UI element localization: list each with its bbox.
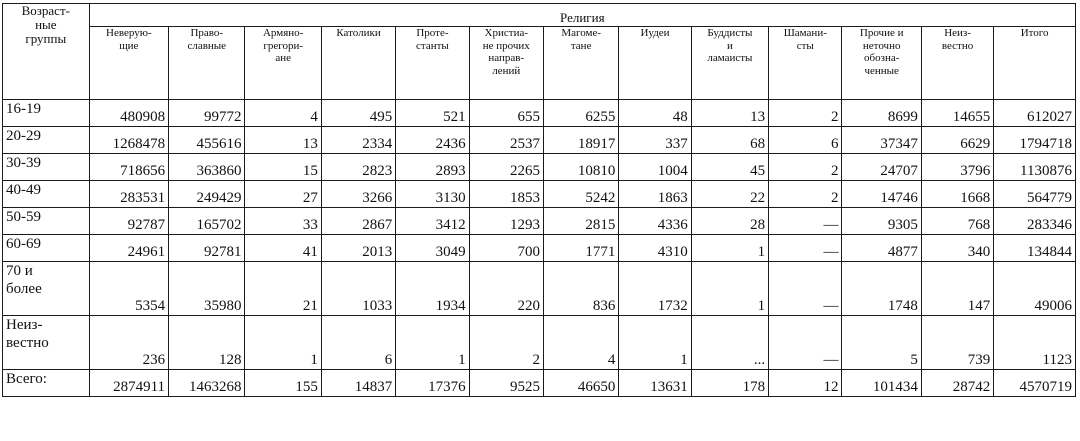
table-cell: 3049 [396,235,469,262]
table-cell: 147 [921,262,993,316]
table-cell: 4570719 [994,370,1076,397]
table-cell: 27 [245,181,321,208]
column-header: Неиз- вестно [921,27,993,100]
table-row [3,127,1076,154]
row-label: 50-59 [3,208,90,235]
table-cell: 4 [543,316,618,370]
table-cell: 4877 [842,235,921,262]
table-cell: 1 [691,262,768,316]
table-cell: 13 [691,100,768,127]
table-row [3,262,1076,316]
table-cell: 2436 [396,127,469,154]
table-cell: 1004 [619,154,691,181]
table-cell: 178 [691,370,768,397]
table-row [3,370,1076,397]
table-cell: 3266 [321,181,395,208]
table-cell: 1771 [543,235,618,262]
table-cell: 249429 [169,181,245,208]
table-cell: 1934 [396,262,469,316]
column-header: Буддисты и ламаисты [691,27,768,100]
table-cell: 9305 [842,208,921,235]
table-cell: 28 [691,208,768,235]
row-label: 16-19 [3,100,90,127]
table-cell: 564779 [994,181,1076,208]
table-cell: 337 [619,127,691,154]
table-cell: 1033 [321,262,395,316]
table-cell: 13 [245,127,321,154]
table-cell: 1853 [469,181,543,208]
table-cell: 8699 [842,100,921,127]
table-cell: 1 [691,235,768,262]
table-cell: 24707 [842,154,921,181]
table-cell: 33 [245,208,321,235]
table-row [3,235,1076,262]
table-cell: 101434 [842,370,921,397]
table-cell: 768 [921,208,993,235]
table-cell: 6629 [921,127,993,154]
religion-age-table [2,3,1076,397]
table-cell: — [769,262,842,316]
table-cell: ... [691,316,768,370]
table-cell: 4 [245,100,321,127]
table-cell: 46650 [543,370,618,397]
table-cell: 236 [89,316,168,370]
table-cell: 2867 [321,208,395,235]
table-cell: 2013 [321,235,395,262]
table-cell: 14746 [842,181,921,208]
table-cell: 3130 [396,181,469,208]
table-cell: 18917 [543,127,618,154]
table-cell: 2815 [543,208,618,235]
table-cell: 99772 [169,100,245,127]
column-header: Иудеи [619,27,691,100]
table-cell: 1 [396,316,469,370]
row-label: 20-29 [3,127,90,154]
table-cell: — [769,208,842,235]
column-header: Католики [321,27,395,100]
table-cell: 6 [321,316,395,370]
table-row [3,208,1076,235]
table-row [3,154,1076,181]
table-cell: 2537 [469,127,543,154]
table-cell: 718656 [89,154,168,181]
table-cell: 37347 [842,127,921,154]
table-cell: 2 [769,154,842,181]
header-religion: Религия [89,4,1075,27]
table-cell: 155 [245,370,321,397]
table-cell: 1668 [921,181,993,208]
table-cell: 5354 [89,262,168,316]
row-label: 70 и более [3,262,90,316]
table-cell: 363860 [169,154,245,181]
column-header: Итого [994,27,1076,100]
row-label: 40-49 [3,181,90,208]
table-row [3,100,1076,127]
table-cell: 2 [769,181,842,208]
table-cell: 92787 [89,208,168,235]
header-age-groups: Возраст- ные группы [3,4,90,100]
table-cell: 128 [169,316,245,370]
column-header-row [3,27,1076,100]
table-cell: 1130876 [994,154,1076,181]
table-cell: 283531 [89,181,168,208]
table-cell: 2265 [469,154,543,181]
table-cell: 1463268 [169,370,245,397]
table-cell: 283346 [994,208,1076,235]
table-cell: 92781 [169,235,245,262]
column-header: Право- славные [169,27,245,100]
table-cell: 3412 [396,208,469,235]
table-cell: 455616 [169,127,245,154]
table-cell: 14837 [321,370,395,397]
table-cell: — [769,235,842,262]
table-cell: 68 [691,127,768,154]
row-label: Неиз- вестно [3,316,90,370]
column-header: Армяно- грегори- ане [245,27,321,100]
table-cell: 1 [619,316,691,370]
table-cell: 24961 [89,235,168,262]
table-cell: 13631 [619,370,691,397]
table-cell: 480908 [89,100,168,127]
table-cell: 14655 [921,100,993,127]
row-label: 30-39 [3,154,90,181]
column-header: Прочие и неточно обозна- ченные [842,27,921,100]
table-cell: — [769,316,842,370]
table-cell: 3796 [921,154,993,181]
row-label: 60-69 [3,235,90,262]
row-label: Всего: [3,370,90,397]
table-cell: 2334 [321,127,395,154]
table-cell: 4310 [619,235,691,262]
table-cell: 340 [921,235,993,262]
table-cell: 2874911 [89,370,168,397]
table-cell: 2893 [396,154,469,181]
table-cell: 739 [921,316,993,370]
table-cell: 10810 [543,154,618,181]
table-cell: 15 [245,154,321,181]
table-cell: 220 [469,262,543,316]
table-cell: 700 [469,235,543,262]
table-cell: 6255 [543,100,618,127]
table-cell: 22 [691,181,768,208]
table-cell: 1794718 [994,127,1076,154]
table-cell: 35980 [169,262,245,316]
table-cell: 41 [245,235,321,262]
table-cell: 28742 [921,370,993,397]
table-cell: 49006 [994,262,1076,316]
table-row [3,181,1076,208]
table-cell: 1268478 [89,127,168,154]
table-cell: 9525 [469,370,543,397]
column-header: Неверую- щие [89,27,168,100]
table-cell: 836 [543,262,618,316]
column-header: Проте- станты [396,27,469,100]
table-cell: 1732 [619,262,691,316]
column-header: Христиа- не прочих направ- лений [469,27,543,100]
table-cell: 495 [321,100,395,127]
table-cell: 1 [245,316,321,370]
table-cell: 655 [469,100,543,127]
table-cell: 12 [769,370,842,397]
table-cell: 134844 [994,235,1076,262]
table-cell: 2823 [321,154,395,181]
table-cell: 6 [769,127,842,154]
table-cell: 4336 [619,208,691,235]
table-cell: 521 [396,100,469,127]
table-cell: 1123 [994,316,1076,370]
table-cell: 45 [691,154,768,181]
table-cell: 165702 [169,208,245,235]
table-body [3,100,1076,397]
table-cell: 5 [842,316,921,370]
table-cell: 2 [469,316,543,370]
table-cell: 48 [619,100,691,127]
table-row [3,316,1076,370]
column-header: Шамани- сты [769,27,842,100]
table-cell: 5242 [543,181,618,208]
table-cell: 21 [245,262,321,316]
table-cell: 1293 [469,208,543,235]
table-cell: 2 [769,100,842,127]
table-cell: 612027 [994,100,1076,127]
table-cell: 1748 [842,262,921,316]
column-header: Магоме- тане [543,27,618,100]
table-cell: 17376 [396,370,469,397]
table-cell: 1863 [619,181,691,208]
